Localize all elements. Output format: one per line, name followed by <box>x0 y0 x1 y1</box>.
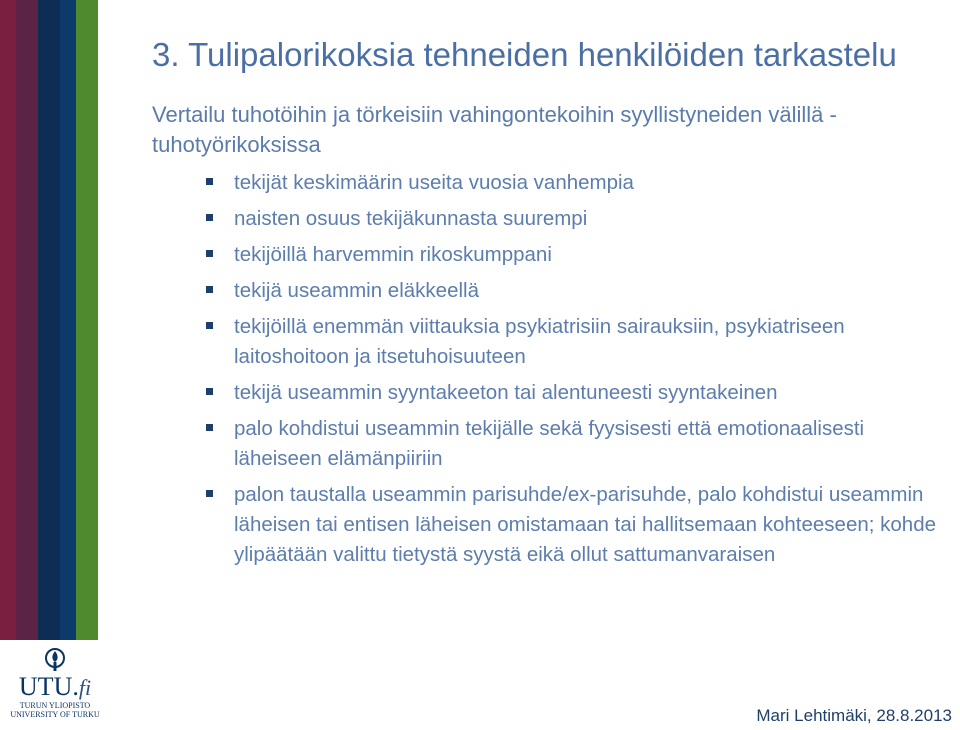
square-bullet-icon <box>206 250 213 257</box>
slide-content <box>152 36 942 576</box>
square-bullet-icon <box>206 178 213 185</box>
list-item: tekijöillä harvemmin rikoskumppani <box>206 240 942 270</box>
list-item: tekijä useammin syyntakeeton tai alentuneesti syyntakeinen <box>206 378 942 408</box>
slide-title: 3. Tulipalorikoksia tehneiden henkilöiden tarkastelu <box>152 36 897 73</box>
logo-wordmark: UTU.fi <box>18 672 92 701</box>
brand-stripes <box>0 0 108 730</box>
stripe-navy <box>38 0 60 730</box>
logo-line-english: UNIVERSITY OF TURKU <box>10 710 100 719</box>
list-item: tekijä useammin eläkkeellä <box>206 276 942 306</box>
torch-emblem-icon <box>44 648 66 672</box>
list-item: naisten osuus tekijäkunnasta suurempi <box>206 204 942 234</box>
list-item: tekijöillä enemmän viittauksia psykiatrisiin sairauksiin, psykiatriseen laitoshoitoon ja itsetuhoisuuteen <box>206 312 942 372</box>
slide-subtitle: Vertailu tuhotöihin ja törkeisiin vahingontekoihin syyllistyneiden välillä - tuhotyörikoksissa <box>152 102 837 157</box>
logo-line-finnish: TURUN YLIOPISTO <box>19 701 91 710</box>
university-logo <box>0 640 110 730</box>
slide-footer: Mari Lehtimäki, 28.8.2013 <box>756 706 952 725</box>
list-item: tekijät keskimäärin useita vuosia vanhempia <box>206 168 942 198</box>
square-bullet-icon <box>206 490 213 497</box>
square-bullet-icon <box>206 286 213 293</box>
list-item: palo kohdistui useammin tekijälle sekä fyysisesti että emotionaalisesti läheiseen elämänpiiriin <box>206 414 942 474</box>
stripe-green <box>76 0 98 730</box>
square-bullet-icon <box>206 214 213 221</box>
square-bullet-icon <box>206 322 213 329</box>
stripe-blue <box>60 0 76 730</box>
stripe-plum <box>16 0 38 730</box>
bullet-list <box>152 168 942 570</box>
list-item: palon taustalla useammin parisuhde/ex-parisuhde, palo kohdistui useammin läheisen tai entisen läheisen omistamaan tai hallitsemaan kohteeseen; kohde ylipäätään valittu tietystä syystä eikä ollut sattumanvaraisen <box>206 480 942 570</box>
square-bullet-icon <box>206 388 213 395</box>
square-bullet-icon <box>206 424 213 431</box>
stripe-maroon <box>0 0 16 730</box>
stripe-gap <box>98 0 108 730</box>
